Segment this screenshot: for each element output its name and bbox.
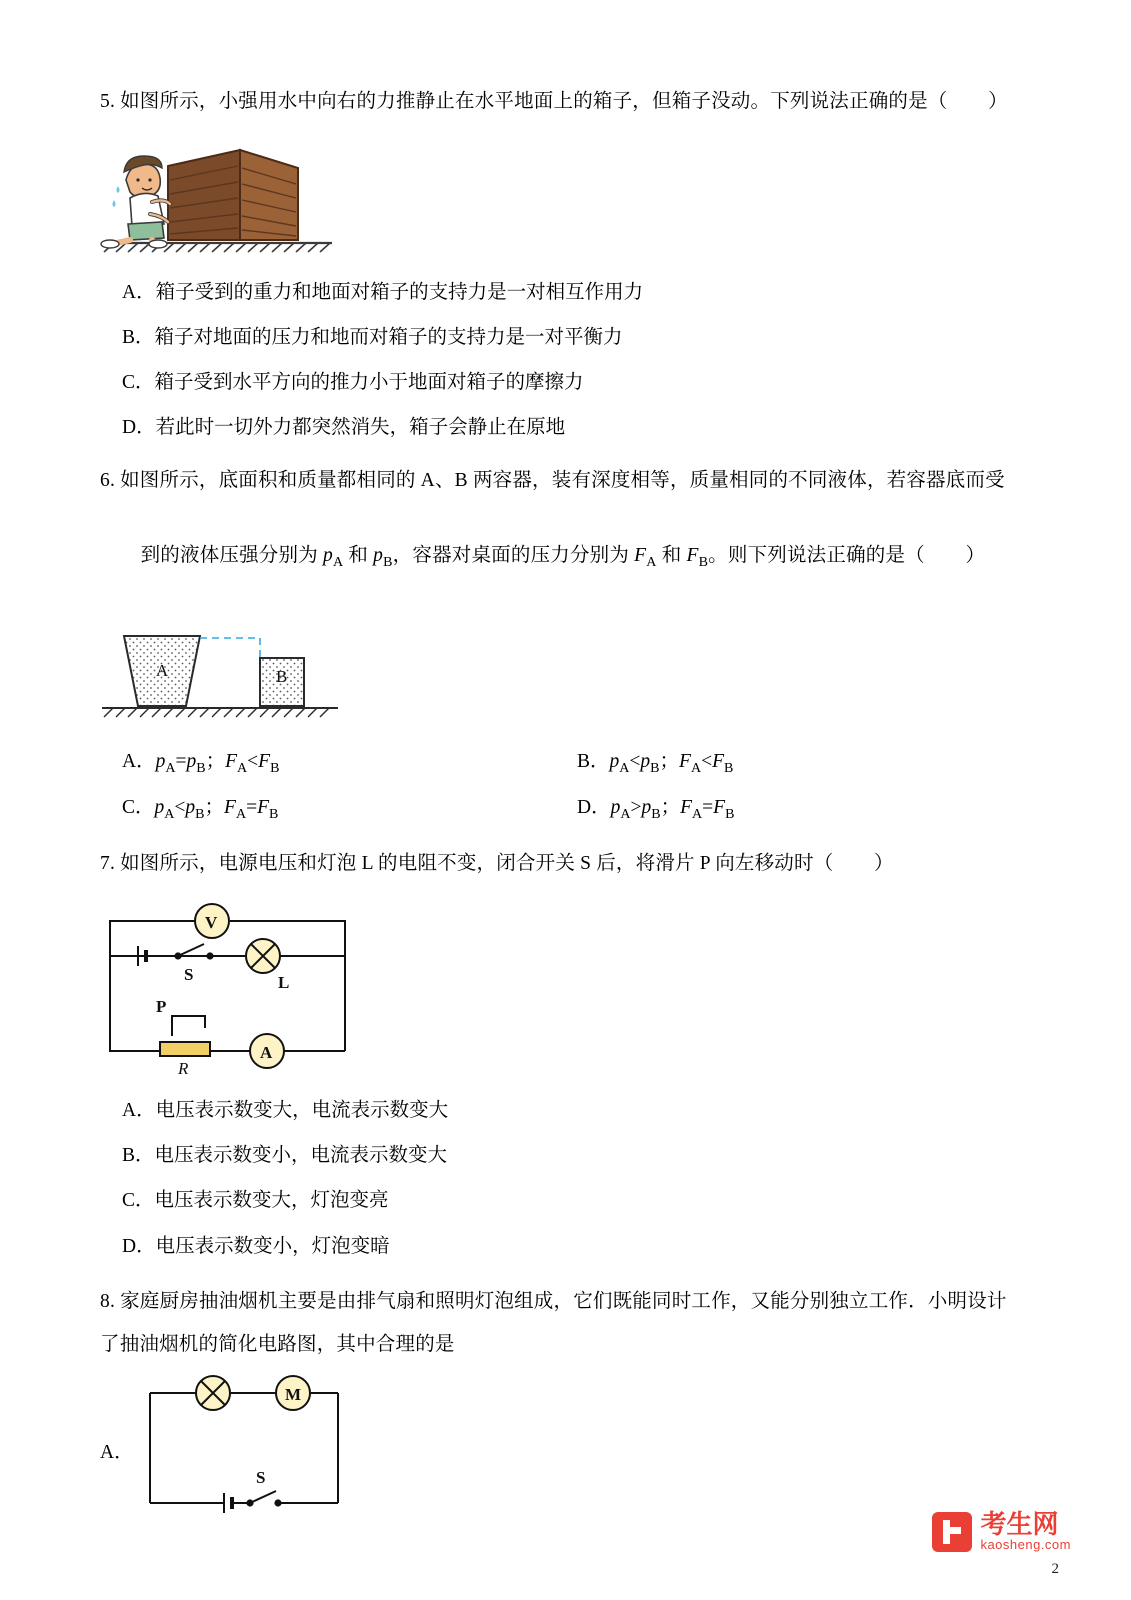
figure-boy-pushing-box bbox=[100, 128, 1030, 263]
switch-s-label-q8: S bbox=[256, 1467, 266, 1487]
watermark-brand: 考生网 bbox=[980, 1509, 1059, 1539]
q6-symbol-pB-sub: B bbox=[383, 554, 393, 571]
question-5-option-c: C．箱子受到水平方向的推力小于地面对箱子的摩擦力 bbox=[122, 371, 584, 393]
question-6-option-d: D．$p_A>p_B$；$F_A=F_B$ bbox=[577, 796, 735, 822]
watermark-domain: kaosheng.com bbox=[980, 1537, 1071, 1552]
q6-symbol-pB: p bbox=[373, 545, 384, 567]
q6-symbol-FA-sub: A bbox=[646, 554, 657, 571]
container-a-label: A bbox=[156, 660, 169, 680]
question-7-option-a: A．电压表示数变大，电流表示数变大 bbox=[122, 1100, 449, 1122]
q6-symbol-FA: F bbox=[634, 545, 647, 567]
figure-two-containers bbox=[100, 616, 1030, 731]
question-6-option-c: C．$p_A<p_B$；$F_A=F_B$ bbox=[122, 796, 279, 822]
question-5 bbox=[100, 86, 1030, 443]
question-5-stem: 5. 如图所示，小强用水中向右的力推静止在水平地面上的箱子，但箱子没动。下列说法正确的是（ ） bbox=[100, 91, 1008, 112]
question-6-option-a: A．$p_A=p_B$；$F_A<F_B$ bbox=[122, 750, 280, 776]
watermark-logo-icon bbox=[932, 1512, 972, 1552]
container-b-label: B bbox=[276, 666, 288, 686]
question-7-stem: 7. 如图所示，电源电压和灯泡 L 的电阻不变，闭合开关 S 后，将滑片 P 向左移动时（ ） bbox=[100, 853, 894, 875]
q6-stem-part-b: 和 bbox=[343, 545, 374, 567]
slider-p-label: P bbox=[156, 997, 167, 1017]
switch-s-label: S bbox=[184, 965, 194, 985]
resistor-r-label: R bbox=[178, 1059, 189, 1077]
voltmeter-label: V bbox=[205, 913, 218, 933]
question-6-option-b: B．$p_A<p_B$；$F_A<F_B$ bbox=[577, 750, 734, 776]
q6-stem-part-c: ，容器对桌面的压力分别为 bbox=[392, 545, 635, 567]
question-6-options-row-1 bbox=[122, 745, 1030, 777]
ammeter-label: A bbox=[260, 1043, 273, 1063]
site-watermark bbox=[932, 1511, 1071, 1552]
page-number: 2 bbox=[1051, 1561, 1059, 1577]
motor-m-label: M bbox=[285, 1384, 302, 1404]
q6-stem-part-e: 。则下列说法正确的是（ ） bbox=[708, 545, 986, 567]
question-8-stem-line1: 8. 家庭厨房抽油烟机主要是由排气扇和照明灯泡组成，它们既能同时工作，又能分别独立工作．小明设计 bbox=[100, 1290, 1007, 1312]
question-6-stem-line2 bbox=[100, 509, 1030, 606]
question-7-option-c: C．电压表示数变大，灯泡变亮 bbox=[122, 1190, 389, 1212]
question-7-option-b: B．电压表示数变小，电流表示数变大 bbox=[122, 1145, 448, 1167]
question-8-option-label: A． bbox=[100, 1441, 134, 1463]
lamp-l-label: L bbox=[278, 973, 290, 993]
page-content bbox=[100, 86, 1030, 1529]
question-7-option-d: D．电压表示数变小，灯泡变暗 bbox=[122, 1235, 390, 1257]
question-5-option-b: B．箱子对地面的压力和地而对箱子的支持力是一对平衡力 bbox=[122, 326, 623, 348]
question-8-stem-line2: 了抽油烟机的简化电路图，其中合理的是 bbox=[100, 1334, 455, 1356]
q6-symbol-pA: p bbox=[323, 545, 333, 567]
q6-stem-part-d: 和 bbox=[656, 545, 687, 567]
question-6-options-row-2 bbox=[122, 791, 1030, 823]
question-5-option-d: D．若此时一切外力都突然消失，箱子会静止在原地 bbox=[122, 417, 566, 439]
question-8-option-a-block bbox=[100, 1375, 1030, 1525]
question-7 bbox=[100, 848, 1030, 1261]
question-6-stem-line1: 6. 如图所示，底面积和质量都相同的 A、B 两容器，装有深度相等，质量相同的不同液体，若容器底而受 bbox=[100, 470, 1005, 492]
question-6 bbox=[100, 465, 1030, 822]
figure-circuit-q7 bbox=[100, 896, 1030, 1081]
question-5-option-a: A．箱子受到的重力和地面对箱子的支持力是一对相互作用力 bbox=[122, 281, 644, 303]
q6-symbol-FB: F bbox=[686, 545, 699, 567]
q6-stem-part-a: 到的液体压强分别为 bbox=[140, 545, 323, 567]
q6-symbol-pA-sub: A bbox=[332, 554, 344, 571]
question-8 bbox=[100, 1286, 1030, 1525]
q6-symbol-FB-sub: B bbox=[698, 554, 709, 571]
figure-circuit-q8 bbox=[138, 1375, 368, 1525]
